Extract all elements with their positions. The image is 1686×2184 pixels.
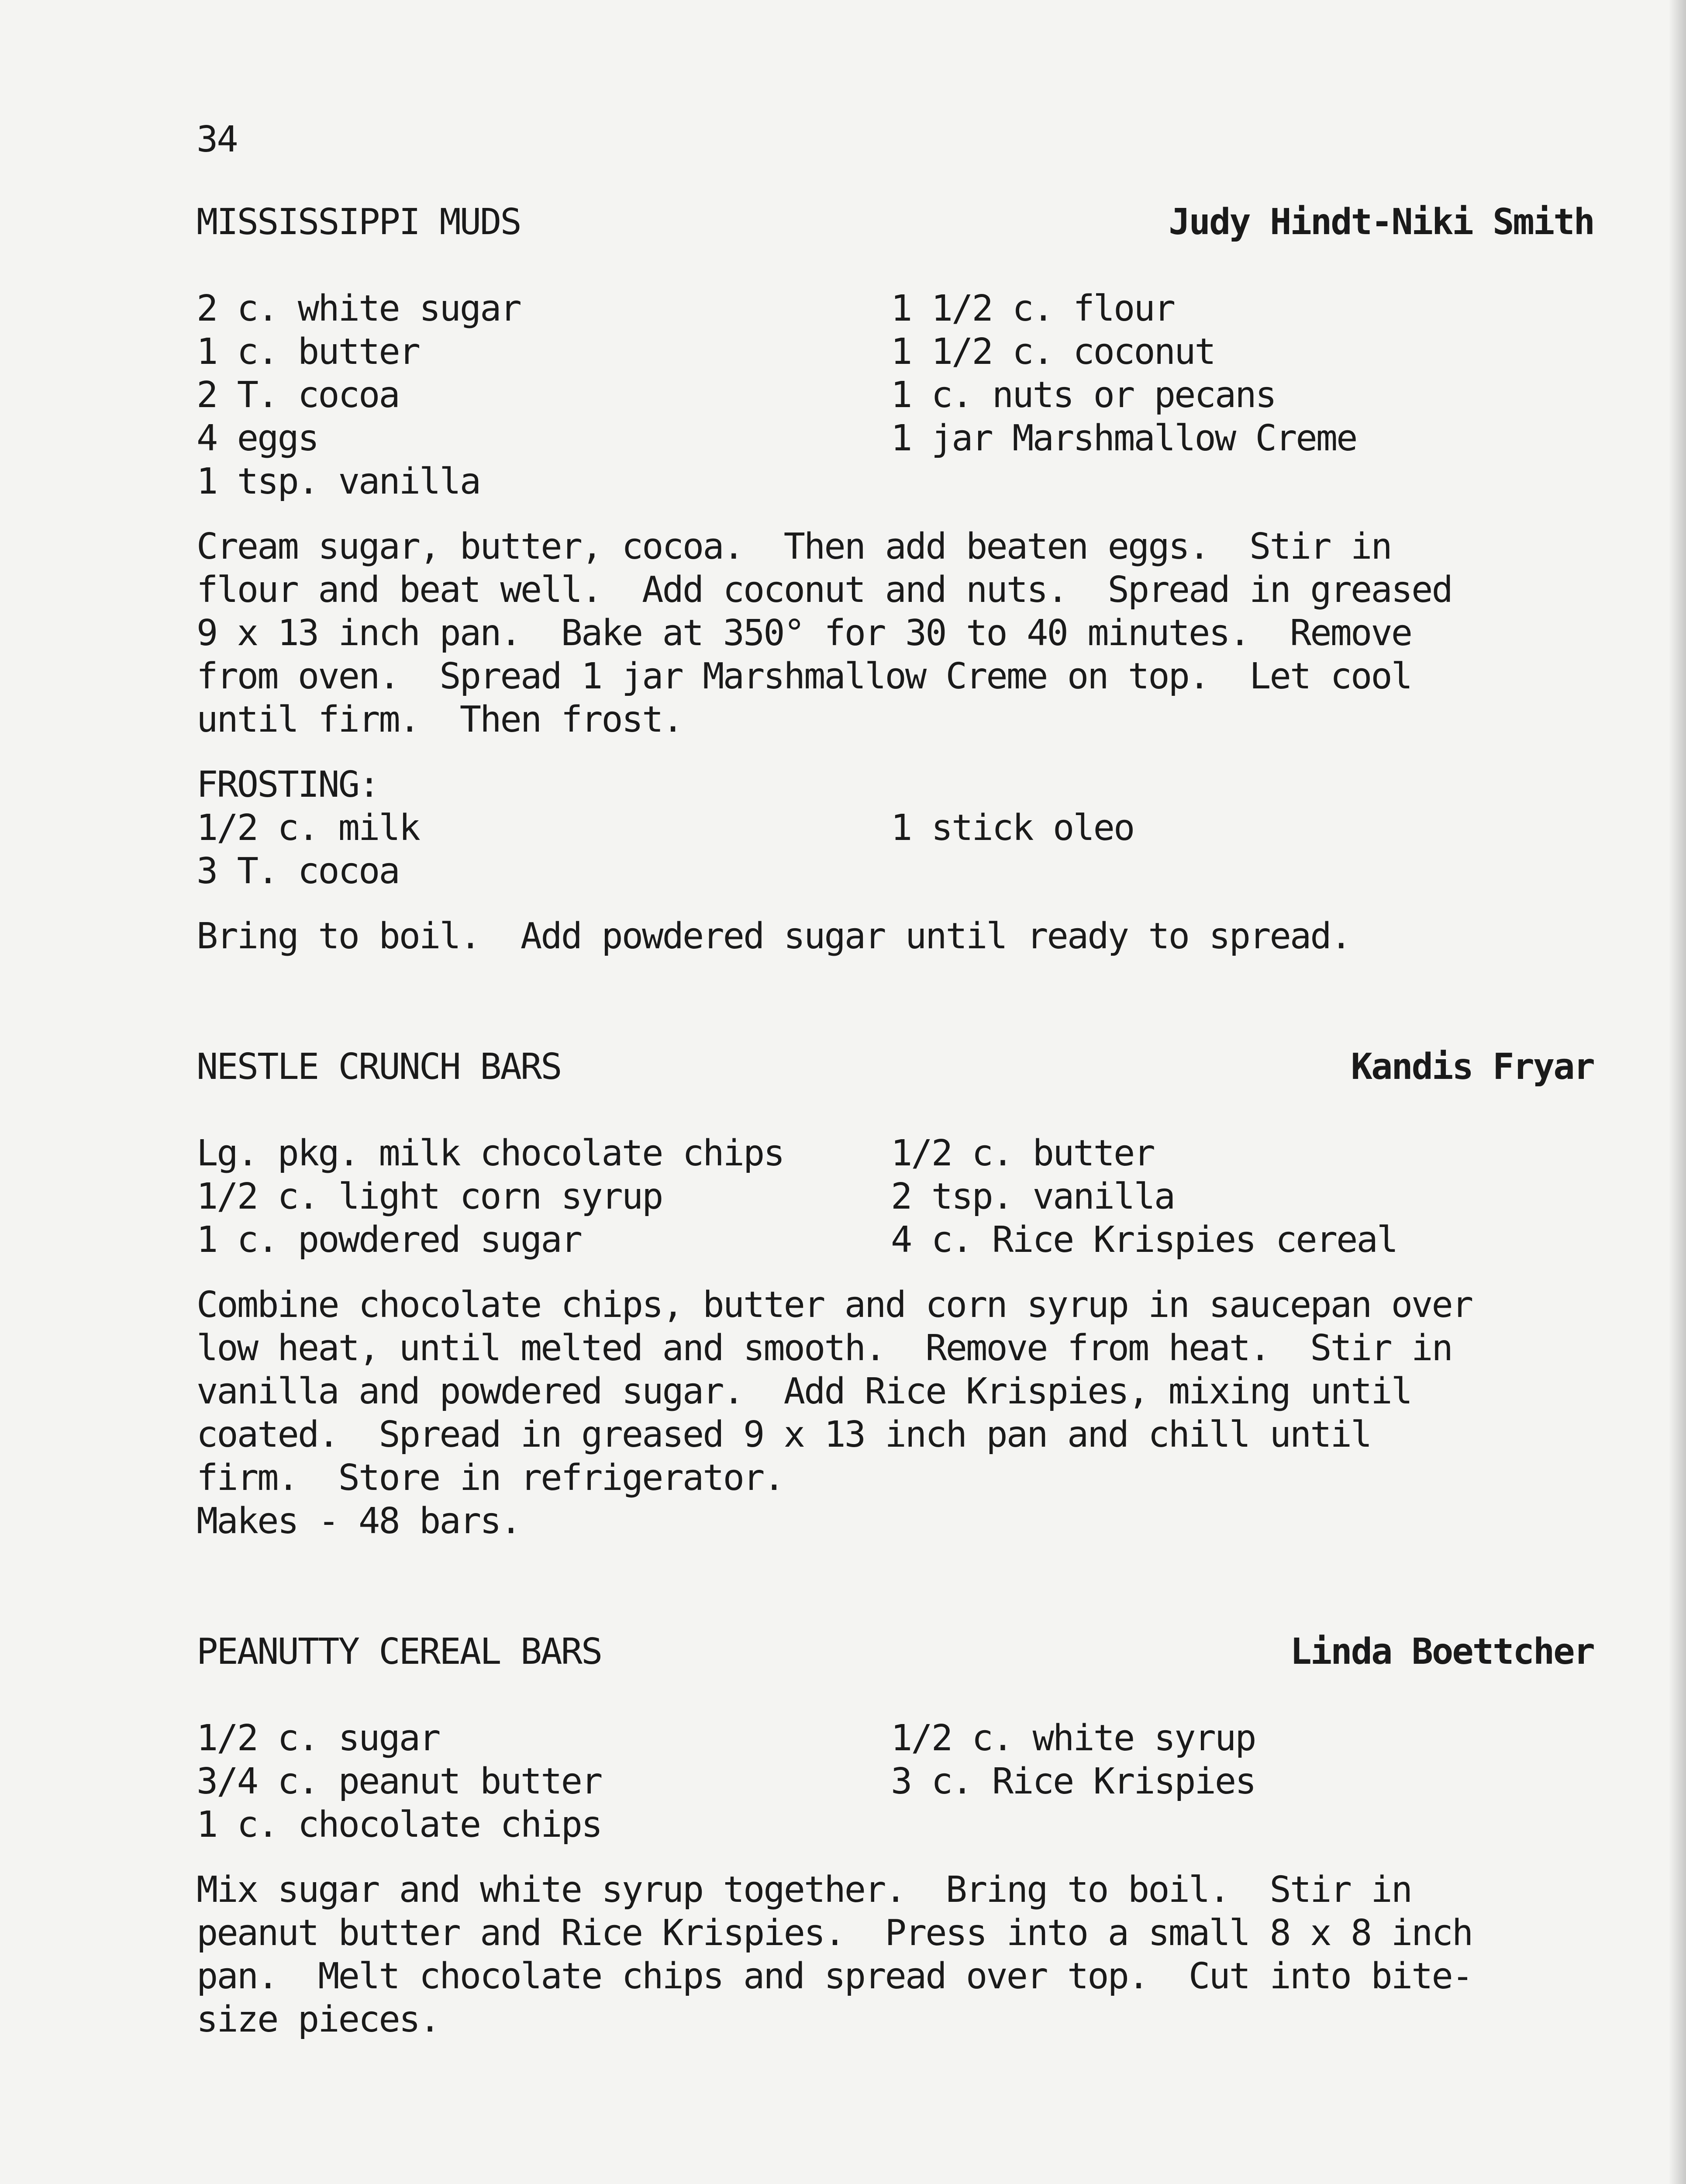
ingredient: 3/4 c. peanut butter: [197, 1761, 602, 1802]
frosting-heading: FROSTING:: [197, 764, 379, 805]
instruction-line: coated. Spread in greased 9 x 13 inch pan and chill until: [197, 1414, 1371, 1455]
ingredient-column-right: [891, 806, 1594, 893]
ingredient: 2 tsp. vanilla: [891, 1176, 1175, 1217]
instruction-line: peanut butter and Rice Krispies. Press into a small 8 x 8 inch: [197, 1912, 1472, 1954]
ingredient: 1 1/2 c. coconut: [891, 331, 1215, 373]
ingredient: 1 stick oleo: [891, 807, 1134, 849]
ingredient: 4 c. Rice Krispies cereal: [891, 1219, 1397, 1261]
ingredient: 3 c. Rice Krispies: [891, 1761, 1255, 1802]
ingredient: 1/2 c. butter: [891, 1133, 1154, 1174]
recipe-title: NESTLE CRUNCH BARS: [197, 1046, 561, 1088]
recipe-title: PEANUTTY CEREAL BARS: [197, 1631, 602, 1673]
ingredient: 1 jar Marshmallow Creme: [891, 418, 1357, 459]
ingredient-column-left: [197, 806, 891, 893]
ingredient: 4 eggs: [197, 418, 318, 459]
instruction-line: Bring to boil. Add powdered sugar until ready to spread.: [197, 916, 1351, 957]
ingredient: Lg. pkg. milk chocolate chips: [197, 1133, 784, 1174]
recipe-nestle-crunch-bars: [197, 1045, 1594, 1543]
ingredient: 1 c. chocolate chips: [197, 1804, 602, 1845]
page-content: [197, 118, 1594, 2129]
recipe-title: MISSISSIPPI MUDS: [197, 201, 521, 243]
instruction-line: 9 x 13 inch pan. Bake at 350° for 30 to 40 minutes. Remove: [197, 612, 1412, 654]
ingredient: 3 T. cocoa: [197, 850, 399, 892]
frosting-ingredient-list: [197, 806, 1594, 893]
ingredient: 1 c. butter: [197, 331, 420, 373]
recipe-author: Linda Boettcher: [1290, 1631, 1594, 1673]
instruction-line: flour and beat well. Add coconut and nuts. Spread in greased: [197, 569, 1452, 611]
ingredient: 2 T. cocoa: [197, 374, 399, 416]
page-number: 34: [197, 119, 237, 160]
ingredient: 1 tsp. vanilla: [197, 461, 480, 502]
recipe-header: [197, 200, 1594, 244]
ingredient-list: [197, 1717, 1594, 1846]
instruction-line: vanilla and powdered sugar. Add Rice Krispies, mixing until: [197, 1371, 1412, 1412]
instruction-line: Combine chocolate chips, butter and corn syrup in saucepan over: [197, 1284, 1472, 1326]
ingredient: 1 c. powdered sugar: [197, 1219, 581, 1261]
ingredient-column-left: [197, 1717, 891, 1846]
instruction-line: low heat, until melted and smooth. Remove from heat. Stir in: [197, 1327, 1452, 1369]
instruction-line: pan. Melt chocolate chips and spread over top. Cut into bite-: [197, 1956, 1472, 1997]
frosting-instructions: [197, 915, 1594, 958]
recipe-author: Judy Hindt-Niki Smith: [1169, 201, 1594, 243]
recipe-header: [197, 1630, 1594, 1673]
ingredient: 2 c. white sugar: [197, 288, 521, 329]
instruction-line: until firm. Then frost.: [197, 699, 683, 740]
ingredient: 1 c. nuts or pecans: [891, 374, 1276, 416]
instruction-line: firm. Store in refrigerator.: [197, 1457, 784, 1499]
recipe-header: [197, 1045, 1594, 1089]
recipe-author: Kandis Fryar: [1351, 1046, 1594, 1088]
ingredient-column-left: [197, 1132, 891, 1261]
ingredient-column-right: [891, 1717, 1594, 1846]
page-edge-shadow: [1669, 0, 1686, 2184]
recipe-mississippi-muds: [197, 200, 1594, 958]
recipe-instructions: [197, 1868, 1594, 2041]
instruction-line: Makes - 48 bars.: [197, 1500, 521, 1542]
ingredient-column-left: [197, 287, 891, 503]
instruction-line: from oven. Spread 1 jar Marshmallow Creme on top. Let cool: [197, 656, 1412, 697]
ingredient-column-right: [891, 1132, 1594, 1261]
ingredient: 1/2 c. milk: [197, 807, 420, 849]
ingredient: 1 1/2 c. flour: [891, 288, 1175, 329]
ingredient-column-right: [891, 287, 1594, 503]
recipe-peanutty-cereal-bars: [197, 1630, 1594, 2041]
ingredient-list: [197, 1132, 1594, 1261]
instruction-line: size pieces.: [197, 1999, 440, 2040]
instruction-line: Mix sugar and white syrup together. Bring to boil. Stir in: [197, 1869, 1412, 1911]
ingredient: 1/2 c. white syrup: [891, 1717, 1255, 1759]
instruction-line: Cream sugar, butter, cocoa. Then add beaten eggs. Stir in: [197, 526, 1391, 567]
recipe-instructions: [197, 1283, 1594, 1543]
ingredient: 1/2 c. light corn syrup: [197, 1176, 662, 1217]
ingredient: 1/2 c. sugar: [197, 1717, 440, 1759]
ingredient-list: [197, 287, 1594, 503]
recipe-instructions: [197, 525, 1594, 741]
